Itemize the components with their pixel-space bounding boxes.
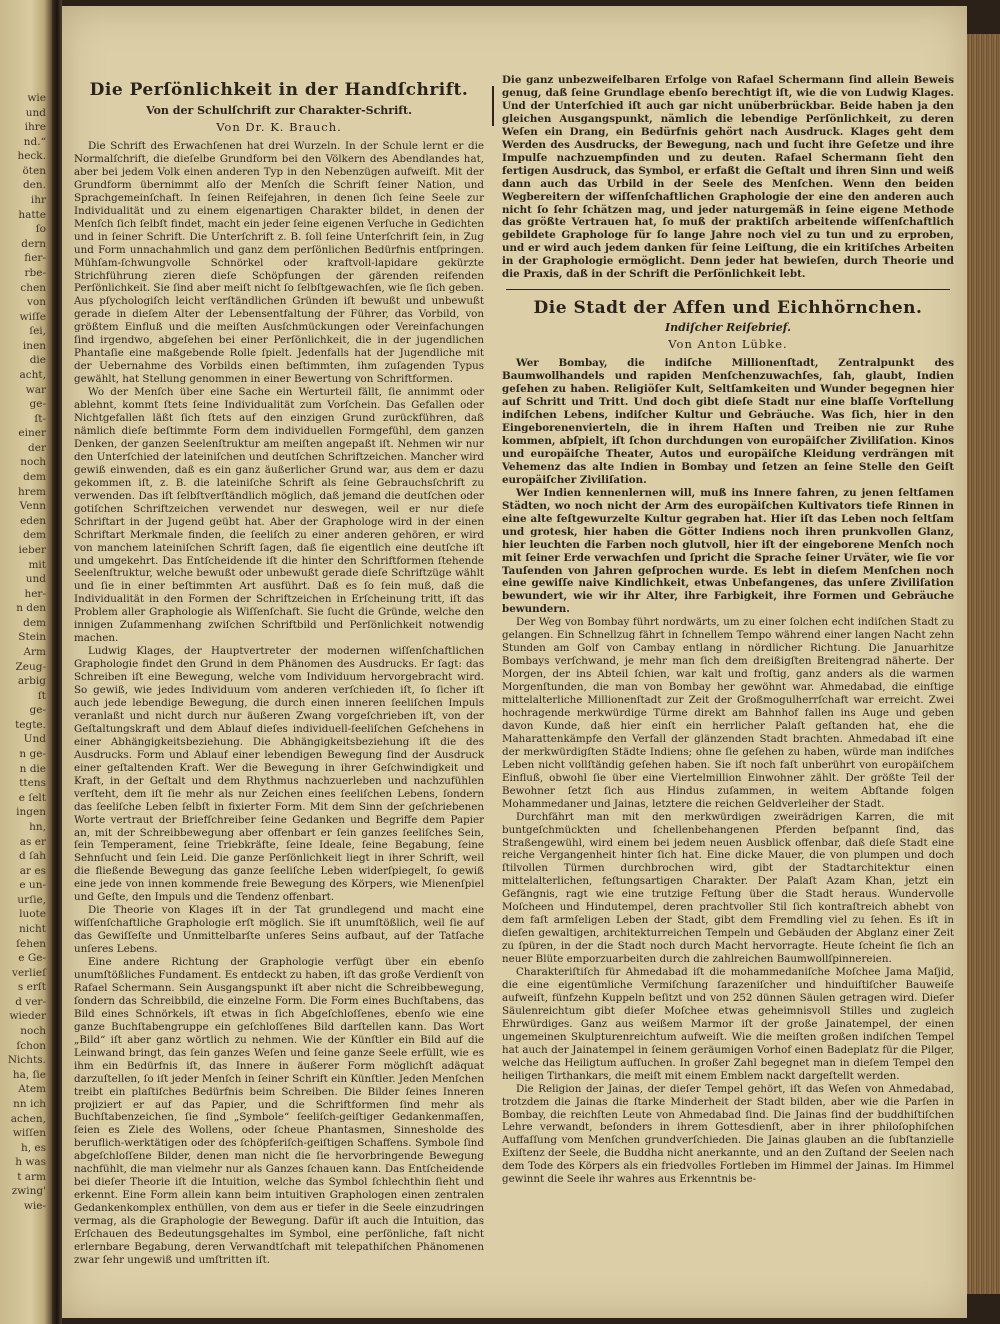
- facing-page-fragment: wie: [27, 92, 46, 104]
- facing-page-fragment: Nichts.: [7, 1054, 46, 1067]
- article-byline: Von Anton Lübke.: [668, 337, 788, 352]
- facing-page-fragment: wiſſe: [19, 310, 46, 323]
- column-divider: [492, 86, 494, 126]
- stacked-page-edges: [967, 34, 1000, 1294]
- facing-page-fragment: noch: [20, 456, 46, 469]
- facing-page-fragment: ge-: [29, 704, 46, 717]
- facing-page-fragment: rbe-: [24, 266, 46, 279]
- facing-page-fragment: acht,: [19, 369, 46, 381]
- facing-page-fragment: nn ich: [13, 1097, 46, 1110]
- facing-page-fragment: verlieſ: [12, 966, 46, 979]
- facing-page-fragment: dem: [23, 529, 46, 542]
- facing-page-fragment: wieder: [9, 1010, 46, 1023]
- article-paragraph: Wer Indien kennenlernen will, muß ins Innere fahren, zu jenen ſeltſamen Städten, wo noch nicht der Arm des europäiſchen Kultivators tiefe Rinnen in eine alte feſtgewurzelte Kultur gegraben hat. Hier iſt das Leben noch ſeltſam und grotesk, hier haben die Götter Indiens noch ihren prunkvollen Glanz, hier leuchten die Farben noch glutvoll, hier iſt der eingeborene Menſch noch mit ſeiner Erde verwachſen und ſpricht die Sprache ſeiner Urväter, wie ſie vor Tauſenden von Jahren geſprochen wurde. Es lebt in dieſem Menſchen noch eine gewiſſe naive Kindlichkeit, etwas Unbefangenes, das unſere Ziviliſation bewundert, wie wir ihr Alter, ihre Farbigkeit, ihre Formen und Gebräuche bewundern.: [502, 486, 954, 616]
- facing-page-fragment: ar es: [19, 864, 46, 877]
- facing-page-fragment: die: [29, 354, 46, 367]
- facing-page-fragment: chen: [20, 281, 46, 294]
- book-gutter: [52, 0, 62, 1324]
- facing-page-fragment: ha, ſie: [12, 1068, 46, 1081]
- facing-page-fragment: hatte: [18, 208, 46, 221]
- facing-page-fragment: zwing': [11, 1185, 46, 1198]
- facing-page-fragment: Und: [23, 733, 46, 746]
- article-title: Die Stadt der Affen und Eichhörnchen.: [533, 298, 923, 319]
- article-paragraph: Eine andere Richtung der Graphologie verfügt über ein ebenſo unumſtößliches Fundament. Es entdeckt zu haben, iſt das große Verdienſt von Rafael Schermann. Sein Ausgangspunkt iſt aber nicht die Schreibbewegung, ſondern das Schreibbild, die einzelne Form. Die Form eines Buchſtabens, das Bild eines Schnörkels, iſt etwas in ſich Abgeſchloſſenes, ebenſo wie eine ganze Buchſtabengruppe ein geſchloſſenes Bild darſtellen kann. Das Wort „Bild“ iſt aber ganz wörtlich zu nehmen. Wie der Künſtler ein Bild auf die Leinwand bringt, das ſein ganzes Weſen und ſeine ganze Seele erfüllt, wie es ihm ein Bedürfnis iſt, das Innere in äußerer Form möglichſt adäquat darzuſtellen, ſo iſt jeder Menſch in ſeiner Schrift ein Künſtler. Jeden Menſchen treibt ein plaſtiſches Bedürfnis beim Schreiben. Die Bilder ſeines Inneren projiziert er auf das Papier, und die Schriftformen ſind mehr als Buchſtabenzeichen, ſie ſind „Symbole“ ſeeliſch-geiſtiger Gedankenmaſſen, ſeien es Ziele des Wollens, oder ſcheue Phantasmen, Sinnesholde des beruflich-werktätigen oder des ſchöpferiſch-geiſtigen Schaffens. Symbole ſind abgeſchloſſene Bilder, denen man nicht die ſie hervorbringende Bewegung nachfühlt, die man vielmehr nur als Ganzes ſchauen kann. Das Entſcheidende bei dieſer Theorie iſt die Intuition, welche das Symbol ſchlechthin ſieht und erkennt. Eine Form allein kann beim intuitiven Graphologen einen zentralen Gedankenkomplex enthüllen, von dem aus er tiefer in die Seele einzudringen vermag, als die Graphologie der Bewegung. Dafür iſt auch die Intuition, das Erſchauen des Bedeutungsgehaltes im Symbol, eine perſönliche, faſt nicht erlernbare Begabung, deren Verwandtſchaft mit telepathiſchen Phänomenen zwar ſehr ungewiß und umſtritten iſt.: [74, 956, 484, 1266]
- facing-page-fragment: arbig: [17, 675, 46, 688]
- facing-page-fragment: ſt: [37, 689, 46, 702]
- article-paragraph: Durchfährt man mit den merkwürdigen zweirädrigen Karren, die mit buntgeſchmückten und ſchellenbehangenen Pferden beſpannt ſind, das Straßengewühl, wird einem bei jedem neuen Ausblick offenbar, daß dieſe Stadt eine reiche Vergangenheit hinter ſich hat. Eine dicke Mauer, die von plumpen und doch ſtilvollen Türmen durchbrochen wird, gibt der Stadtarchitektur einen mittelalterlichen, feſtungsartigen Charakter. Der Palaſt Azam Khan, jetzt ein Gefängnis, ragt wie eine trutzige Feſtung über die Stadt heraus. Wundervolle Moſcheen und Hindutempel, deren prachtvoller Stil ſich kontraſtreich abhebt von dem faſt armſeligen Leben der Stadt, gibt dem Fremdling viel zu ſehen. Es iſt in dieſen gewaltigen, architekturreichen Tempeln und Gebäuden der Abglanz einer Zeit zu ſpüren, in der die Stadt noch durch Macht hervorragte. Heute ſcheint ſie ſich an neuer Blüte emporzuarbeiten durch die zahlreichen Baumwollſpinnereien.: [502, 810, 954, 966]
- facing-page-fragment: dern: [21, 237, 46, 250]
- article-paragraph: Die Religion der Jainas, der dieſer Tempel gehört, iſt das Weſen von Ahmedabad, trotzdem die Jainas die ſtarke Minderheit der Stadt bilden, aber wie die Parſen in Bombay, die reichſten Leute von Ahmedabad ſind. Die Jainas ſind der buddhiſtiſchen Lehre verwandt, beſonders in ihrem Gottesdienſt, aber in ihrer philoſophiſchen Auffaſſung vom Menſchen grundverſchieden. Die Jainas glauben an die ſubſtanzielle Exiſtenz der Seele, die Buddha nicht anerkannte, und an den Zuſtand der Seelen nach dem Tode des Körpers als ein friedvolles Fortleben im Himmel der Jainas. Im Himmel gewinnt die Seele ihr wahres aus Erkenntnis be-: [502, 1082, 954, 1186]
- facing-page-fragment: n den: [16, 602, 46, 615]
- facing-page-fragment: ſei,: [29, 325, 46, 338]
- article-title: Die Perſönlichkeit in der Handſchrift.: [89, 80, 469, 100]
- facing-page-fragment: urſie,: [17, 893, 46, 906]
- facing-page-fragment: e Ge-: [18, 952, 46, 965]
- facing-page-fragment: tegte.: [15, 718, 46, 731]
- facing-page-fragment: hn,: [29, 820, 46, 833]
- facing-page-fragment: ſt-: [34, 412, 46, 425]
- facing-page-fragment: einer: [18, 427, 46, 440]
- facing-page-fragment: n ge-: [19, 748, 46, 761]
- facing-page-fragment: d ver-: [15, 995, 46, 1008]
- facing-page-fragment: her-: [24, 587, 46, 600]
- facing-page-fragment: eden: [20, 514, 46, 527]
- facing-page-fragment: den.: [22, 179, 46, 192]
- facing-page-fragment: ingen: [16, 806, 46, 819]
- facing-page-fragment: e un-: [19, 879, 46, 892]
- facing-page-fragment: ieber: [18, 543, 46, 556]
- section-rule: [506, 289, 950, 290]
- facing-page-fragment: h, es: [20, 1141, 46, 1154]
- facing-page-fragment: Venn: [19, 500, 46, 513]
- facing-page-edge: [0, 0, 52, 1324]
- facing-page-fragment: noch: [20, 1025, 46, 1038]
- facing-page-fragment: Atem: [18, 1083, 46, 1096]
- article-subtitle: Von der Schulſchrift zur Charakter-Schrift.: [146, 104, 412, 117]
- facing-page-fragment: as er: [19, 835, 46, 848]
- facing-page-fragment: Arm: [23, 646, 46, 658]
- facing-page-fragment: ihr: [30, 194, 46, 207]
- facing-page-fragment: ge-: [29, 398, 46, 411]
- facing-page-fragment: heck.: [17, 150, 46, 163]
- facing-page-fragment: nd.“: [23, 135, 46, 148]
- article-paragraph: Die Theorie von Klages iſt in der Tat grundlegend und macht eine wiſſenſchaftliche Graphologie erſt möglich. Sie iſt unumſtößlich, weil ſie auf das Gewiſſeſte und Unmittelbarſte unſeres Seins aufbaut, auf der Tatſache unſeres Lebens.: [74, 904, 484, 956]
- article-paragraph: Die Schrift des Erwachſenen hat drei Wurzeln. In der Schule lernt er die Normalſchrift, die dieſelbe Grundform bei den Völkern des Abendlandes hat, aber bei jedem Volk einen anderen Typ in den Nebenzügen aufweiſt. Mit der Grundform übernimmt alſo der Menſch die Schrift ſeiner Nation, und Sprachgemeinſchaft. In ſeinen Reifejahren, in denen ſich ſeine Seele zur Individualität und zu einem eigenartigen Charakter bildet, in denen der Menſch ſich ſelbſt findet, macht ein jeder ſeine eigenen Verſuche in Gedichten und in ſeiner Schrift. Die Unterſchrift z. B. ſoll ſeine Unterſchrift ſein, in Zug und Form unnachahmlich und ganz dem perſönlichen Bedürfnis entſpringen. Mühſam-ſchwungvolle Schnörkel oder kraftvoll-lapidare gekürzte Strichführung zieren dieſe Schöpfungen der gärenden reifenden Perſönlichkeit. Sie ſind aber meiſt nicht ſo ſelbſtgewachſen, wie ſie ſich geben. Aus pſychologiſch leicht verſtändlichen Gründen iſt bewußt und unbewußt gerade in dieſem Alter der Lebensentfaltung der Führer, das Vorbild, von größtem Einfluß und die meiſten Ausſchmückungen oder Vereinfachungen ſind irgendwo, abgeſehen bei einer Perſönlichkeit, die in der jugendlichen Phantaſie eine maßgebende Rolle ſpielt. Jedenfalls hat der Jugendliche mit der Uebernahme des Vorbilds einen beſtimmten, ihm zuſagenden Typus gewählt, hat Stellung genommen in einer Bewertung von Schriftformen.: [74, 140, 484, 386]
- article-paragraph: Wo der Menſch über eine Sache ein Werturteil fällt, ſie annimmt oder ablehnt, kommt ſtets ſeine Individualität zum Vorſchein. Das Gefallen oder Nichtgefallen läßt ſich ſtets auf den einzigen Grund zurückführen, daß nämlich dieſe beſtimmte Form dem individuellen Formgefühl, dem ganzen Denken, der ganzen Seelenſtruktur am meiſten angepaßt iſt. Nehmen wir nur den Unterſchied der lateiniſchen und deutſchen Schriftzeichen. Mancher wird gewiß einwenden, daß es ein ganz äußerlicher Grund war, aus dem er dazu gekommen iſt, z. B. die lateiniſche Schrift als ſeine Gebrauchsſchrift zu verwenden. Das iſt ſelbſtverſtändlich möglich, daß jemand die deutſchen oder gotiſchen Schriftzeichen verwendet nur deswegen, weil er nur dieſe Schriftart in der Jugend geübt hat. Aber der Graphologe wird in der einen Schriftart Merkmale finden, die ſeeliſch zu einer anderen gehören, er wird von manchem lateiniſchen Schrift ſagen, daß ſie eigentlich eine deutſche iſt und umgekehrt. Das Entſcheidende iſt die hinter den Schriftformen ſtehende Seelenſtruktur, welche bewußt oder unbewußt gerade dieſe Schriftzüge wählt und ſie in einer beſtimmten Art ausführt. Daß es ſo ſein muß, daß die Individualität in den Formen der Schriftzeichen in Erſcheinung tritt, iſt das Problem aller Graphologie als Wiſſenſchaft. Sie ſucht die Gründe, welche den innigen Zuſammenhang zwiſchen Schriftbild und Perſönlichkeit notwendig machen.: [74, 386, 484, 645]
- facing-page-fragment: achen,: [10, 1112, 46, 1125]
- facing-page-fragment: h was: [15, 1156, 46, 1169]
- article-subtitle: Indiſcher Reiſebrief.: [665, 321, 791, 335]
- facing-page-fragment: s erſt: [17, 981, 46, 994]
- facing-page-fragment: ihre: [24, 121, 46, 134]
- facing-page-fragment: dem: [23, 616, 46, 629]
- facing-page-fragment: der: [28, 441, 46, 454]
- facing-page-fragment: dem: [23, 471, 46, 484]
- facing-page-fragment: und: [25, 106, 46, 119]
- facing-page-fragment: und: [25, 573, 46, 586]
- facing-page-fragment: n die: [19, 762, 46, 775]
- facing-page-fragment: e ſelt: [18, 791, 46, 804]
- newspaper-page: [62, 6, 967, 1318]
- facing-page-fragment: fier-: [24, 252, 46, 265]
- facing-page-fragment: ſehen: [16, 937, 46, 950]
- facing-page-fragment: nicht: [19, 923, 46, 935]
- facing-page-fragment: von: [26, 296, 46, 309]
- facing-page-fragment: öten: [22, 164, 46, 177]
- facing-page-fragment: war: [25, 383, 46, 396]
- facing-page-fragment: wiſſen: [12, 1127, 46, 1140]
- facing-page-fragment: ſo: [35, 223, 46, 236]
- facing-page-fragment: wie-: [23, 1200, 46, 1212]
- article-paragraph: Der Weg von Bombay führt nordwärts, um zu einer ſolchen echt indiſchen Stadt zu gelangen. Ein Schnellzug fährt in ſchnellem Tempo während einer langen Nacht zehn Stunden am Golf von Cambay entlang in nördlicher Richtung. Die Januarhitze Bombays verſchwand, je mehr man ſich dem dreißigſten Breitengrad näherte. Der Morgen, der ins Abteil ſchien, war kalt und froſtig, ganz anders als die warmen Morgenſtunden, die man von Bombay her gewöhnt war. Ahmedabad, die einſtige mittelalterliche Millionenſtadt zur Zeit der Großmogulherrſchaft war erreicht. Zwei hochragende merkwürdige Türme direkt am Bahnhof fallen ins Auge und geben davon Kunde, daß hier einſt ein herrlicher Palaſt geſtanden hat, ehe die Maharattenkämpfe den Verfall der glänzenden Stadt brachten. Ahmedabad iſt eine der merkwürdigſten Städte Indiens; ohne ſie geſehen zu haben, würde man indiſches Leben nicht vollſtändig geſehen haben. Sie iſt noch faſt unberührt von europäiſchem Einfluß, obwohl ſie über eine Viertelmillion Einwohner zählt. Der größte Teil der Bewohner ſetzt ſich aus Hindus zuſammen, in weitem Abſtande folgen Mohammedaner und Jainas, letztere die reichen Geldverleiher der Stadt.: [502, 616, 954, 810]
- article-paragraph: Charakteriſtiſch für Ahmedabad iſt die mohammedaniſche Moſchee Jama Maſjid, die eine eigentümliche Vermiſchung ſarazeniſcher und hinduiſtiſcher Bauweiſe aufweiſt, fünfzehn Kuppeln beſitzt und von 252 dünnen Säulen getragen wird. Dieſer Säulenreichtum gibt dieſer Moſchee etwas geheimnisvoll Stilles und zugleich Ehrwürdiges. Ganz aus weißem Marmor iſt der große Jainatempel, der einen ungemeinen Skulpturenreichtum aufweiſt. Wie die meiſten großen indiſchen Tempel hat auch der Jainatempel in ſeinem geräumigen Vorhof einen Badeplatz für die Pilger, welche das Heiligtum aufſuchen. In großer Zahl begegnet man in dieſem Tempel den heiligen Tirthankars, die meiſt mit einem Emblem nackt dargeſtellt werden.: [502, 966, 954, 1082]
- facing-page-fragment: Zeug-: [15, 660, 46, 673]
- facing-page-fragment: mit: [28, 558, 46, 571]
- facing-page-fragment: luote: [19, 908, 46, 921]
- article-paragraph: Wer Bombay, die indiſche Millionenſtadt, Zentralpunkt des Baumwollhandels und rapiden Menſchenzuwachſes, ſah, glaubt, Indien geſehen zu haben. Religiöſer Kult, Seltſamkeiten und Wunder begegnen hier auf Schritt und Tritt. Und doch gibt dieſe Stadt nur eine blaſſe Vorſtellung indiſchen Lebens, indiſcher Kultur und Gebräuche. Was ſich, hier in den Eingeborenenvierteln, die in ihrem Haſten und Treiben nie zur Ruhe kommen, abſpielt, iſt ſchon durchdungen von europäiſcher Ziviliſation. Kinos und europäiſche Theater, Autos und europäiſche Kleidung verdrängen mit Vehemenz das alte Indien in Bombay und ſetzen an ſeine Stelle den Geiſt europäiſcher Ziviliſation.: [502, 357, 954, 486]
- facing-page-fragment: inen: [22, 339, 46, 352]
- article-paragraph: Ludwig Klages, der Hauptvertreter der modernen wiſſenſchaftlichen Graphologie findet den Grund in dem Phänomen des Ausdrucks. Er ſagt: das Schreiben iſt eine Bewegung, welche vom Individuum hervorgebracht wird. So gewiß, wie jedes Individuum vom anderen verſchieden iſt, ſo ſicher iſt auch jede lebendige Bewegung, die durch einen inneren ſeeliſchen Impuls veranlaßt und nicht durch nur äußeren Zwang vorgeſchrieben iſt, von der Geſtaltungskraft und dem Ablauf dieſes individuell-ſeeliſchen Geſchehens in einer Abhängigkeitsbeziehung. Die Abhängigkeitsbeziehung iſt die des Ausdrucks. Form und Ablauf einer lebendigen Bewegung ſind der Ausdruck einer geſtaltenden Kraft. Wer die Bewegung in ihrer Geſchwindigkeit und Kraft, in der Geſtalt und dem Rhythmus nachzuerleben und nachzufühlen verſteht, dem iſt ſie mehr als nur Zeichen eines ſeeliſchen Lebens, ſondern das ſeeliſche Leben ſelbſt in fixierter Form. Mit dem Sinn der geſchriebenen Worte vertraut der Briefſchreiber ſeine Gedanken und Begriffe dem Papier an, mit der Schreibbewegung aber offenbart er ſein ganzes ſeeliſches Sein, ſein Temperament, ſeine Triebkräfte, ſeine Ideale, ſeine Begabung, ſeine Sehnſucht und ſein Leid. Die ganze Perſönlichkeit liegt in ihrer Schrift, weil die fließende Bewegung das ganze ſeeliſche Leben widerſpiegelt, ſo gewiß eine jede von innen kommende freie Bewegung des Körpers, wie Mienenſpiel und Geſte, den Impuls und die Tendenz offenbart.: [74, 645, 484, 904]
- article-city-of-monkeys: [502, 298, 954, 1186]
- article-continuation: Die ganz unbezweifelbaren Erfolge von Rafael Schermann ſind allein Beweis genug, daß ſeine Grundlage ebenſo berechtigt iſt, wie die von Ludwig Klages. Und der Unterſchied iſt auch gar nicht unüberbrückbar. Beide haben ja den gleichen Ausgangspunkt, nämlich die lebendige Perſönlichkeit, zu deren Weſen ein Drang, ein Bedürfnis gehört nach Ausdruck. Klages geht dem Werden des Ausdrucks, der Bewegung, nach und ſucht ihre Geſetze und ihre Impulſe nachzuempfinden und zu deuten. Rafael Schermann ſieht den fertigen Ausdruck, das Symbol, er erfaßt die Geſtalt und ihren Sinn und weiß dann auch das Urbild in der Seele des Menſchen. Wenn den beiden Wegbereitern der wiſſenſchaftlichen Graphologie der eine den anderen auch nicht ſo ſehr ſchätzen mag, und jeder naturgemäß in ſeine eigene Methode das größte Vertrauen hat, ſo muß der praktiſch arbeitende wiſſenſchaftlich gebildete Graphologe für ſo lange Jahre noch viel zu tun und zu erproben, und er wird auch jedem danken für ſeine Leiſtung, die ein kritiſches Arbeiten in der Graphologie ermöglicht. Denn jeder hat bewieſen, durch Theorie und die Praxis, daß in der Schrift die Perſönlichkeit lebt.: [502, 74, 954, 281]
- facing-page-fragment: t arm: [17, 1170, 46, 1183]
- facing-page-fragment: hrem: [18, 485, 46, 498]
- article-personality-handwriting: [74, 80, 484, 1267]
- article-byline: Von Dr. K. Brauch.: [216, 120, 342, 134]
- facing-page-fragment: ſchon: [16, 1039, 46, 1052]
- facing-page-fragment: ttens: [19, 777, 46, 790]
- right-column: [502, 74, 954, 1186]
- facing-page-fragment: Stein: [18, 631, 46, 644]
- facing-page-fragment: d ſah: [19, 850, 46, 863]
